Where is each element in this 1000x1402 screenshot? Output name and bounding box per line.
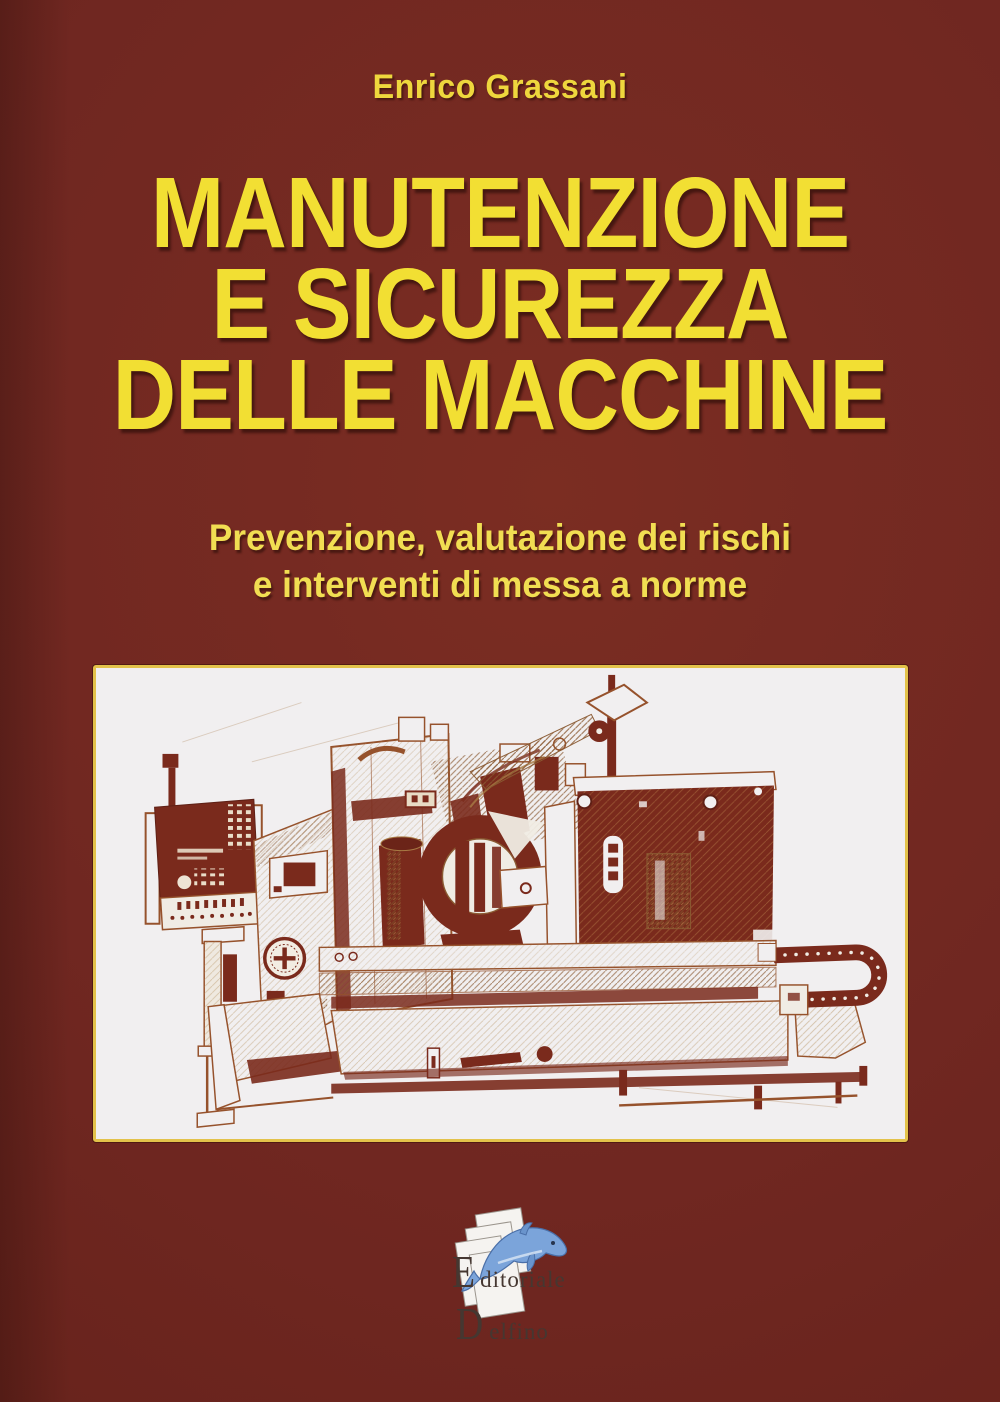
electrical-cabinet (573, 772, 775, 958)
publisher-initial-d: D (456, 1298, 484, 1349)
illustration-frame (93, 665, 908, 1142)
publisher-name-delfino: D elfino (456, 1298, 549, 1349)
book-subtitle (0, 514, 1000, 608)
book-title (0, 157, 1000, 451)
machine-bed (319, 941, 867, 1110)
publisher-logo (430, 1205, 660, 1370)
publisher-initial-e: E (452, 1246, 476, 1297)
subtitle-line-1: Prevenzione, valutazione dei rischi (208, 517, 792, 558)
subtitle-line-2: e interventi di messa a norme (252, 564, 748, 605)
publisher-name-editoriale: E ditoriale (452, 1246, 566, 1297)
title-line-3: DELLE MACCHINE (112, 339, 888, 451)
machine-pillar (545, 801, 577, 957)
headstock-cylinder (379, 837, 425, 950)
machine-illustration (96, 668, 905, 1139)
title-line-1: MANUTENZIONE (150, 157, 850, 269)
author-name: Enrico Grassani (372, 68, 628, 106)
title-line-2: E SICUREZZA (211, 248, 789, 360)
